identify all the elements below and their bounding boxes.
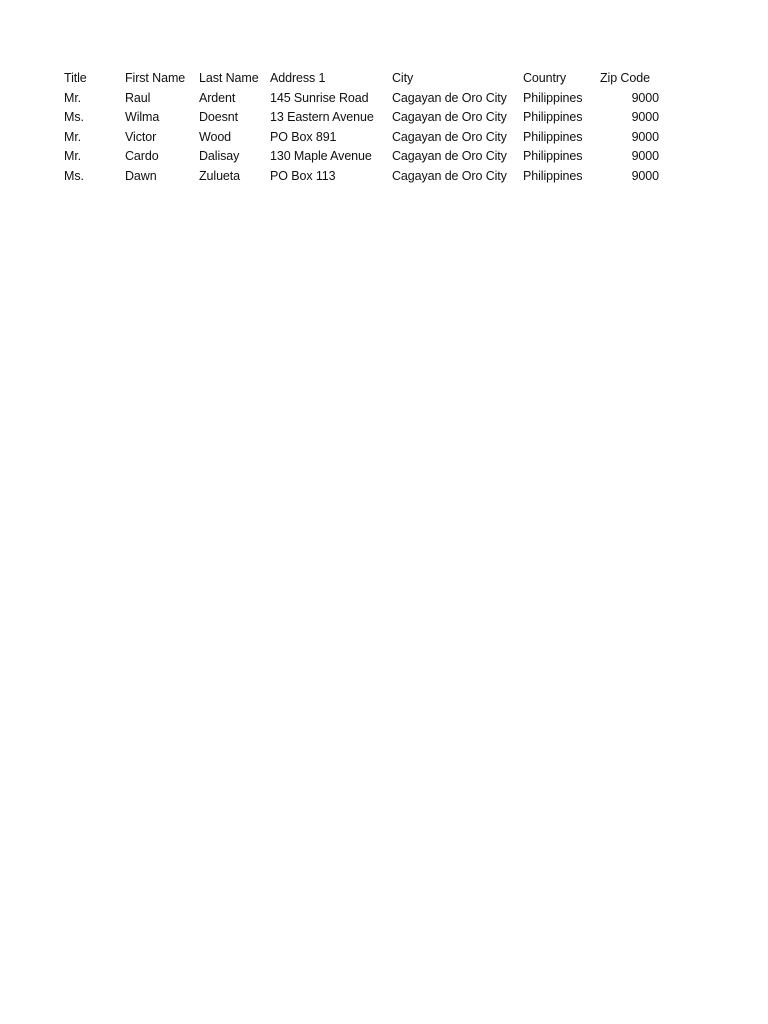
cell-zip-code: 9000	[631, 149, 659, 164]
table-row	[64, 167, 659, 187]
table-row	[64, 89, 659, 109]
contact-table	[64, 69, 659, 187]
cell-address-1: 130 Maple Avenue	[270, 149, 372, 164]
cell-first-name: Wilma	[125, 110, 160, 125]
cell-title: Ms.	[64, 110, 84, 125]
cell-first-name: Dawn	[125, 168, 157, 183]
header-zip-code: Zip Code	[600, 71, 650, 85]
header-address-1: Address 1	[270, 71, 326, 85]
header-first-name: First Name	[125, 71, 186, 85]
cell-last-name: Zulueta	[199, 168, 240, 183]
cell-title: Mr.	[64, 149, 82, 164]
table-row	[64, 128, 659, 148]
cell-title: Ms.	[64, 168, 84, 183]
cell-address-1: 13 Eastern Avenue	[270, 110, 374, 125]
cell-city: Cagayan de Oro City	[392, 149, 507, 164]
cell-city: Cagayan de Oro City	[392, 168, 507, 183]
cell-country: Philippines	[523, 149, 583, 164]
header-last-name: Last Name	[199, 71, 259, 85]
cell-address-1: PO Box 113	[270, 168, 336, 183]
cell-last-name: Wood	[199, 129, 232, 144]
header-row	[64, 69, 659, 89]
cell-zip-code: 9000	[631, 90, 659, 105]
table-row	[64, 108, 659, 128]
cell-address-1: 145 Sunrise Road	[270, 90, 369, 105]
cell-country: Philippines	[523, 129, 583, 144]
cell-last-name: Ardent	[199, 90, 236, 105]
cell-last-name: Doesnt	[199, 110, 239, 125]
cell-country: Philippines	[523, 90, 583, 105]
cell-first-name: Raul	[125, 90, 151, 105]
cell-title: Mr.	[64, 129, 82, 144]
cell-first-name: Cardo	[125, 149, 159, 164]
cell-city: Cagayan de Oro City	[392, 110, 507, 125]
cell-last-name: Dalisay	[199, 149, 240, 164]
cell-city: Cagayan de Oro City	[392, 90, 507, 105]
header-title: Title	[64, 71, 87, 85]
cell-city: Cagayan de Oro City	[392, 129, 507, 144]
table-row	[64, 147, 659, 167]
cell-first-name: Victor	[125, 129, 157, 144]
cell-country: Philippines	[523, 168, 583, 183]
cell-country: Philippines	[523, 110, 583, 125]
header-country: Country	[523, 71, 567, 85]
cell-zip-code: 9000	[631, 168, 659, 183]
cell-zip-code: 9000	[631, 110, 659, 125]
cell-title: Mr.	[64, 90, 82, 105]
header-city: City	[392, 71, 414, 85]
cell-address-1: PO Box 891	[270, 129, 337, 144]
cell-zip-code: 9000	[631, 129, 659, 144]
